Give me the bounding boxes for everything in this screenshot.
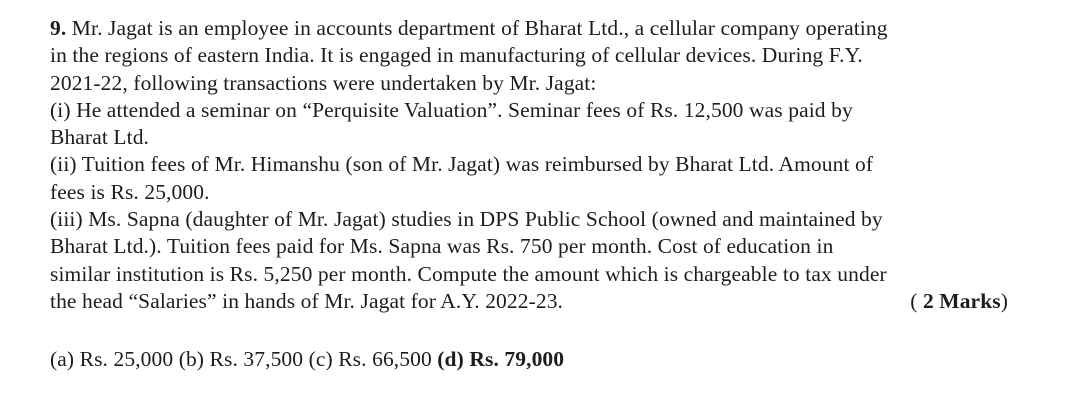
question-number: 9. [50, 16, 67, 40]
exam-question-block [50, 15, 1008, 374]
marks-open-paren: ( [910, 288, 923, 313]
question-line-10: similar institution is Rs. 5,250 per month. Compute the amount which is chargeable to tax under [50, 261, 887, 286]
marks-value: 2 Marks [922, 288, 1001, 313]
question-line-8: (iii) Ms. Sapna (daughter of Mr. Jagat) studies in DPS Public School (owned and maintained by [50, 207, 883, 232]
question-line-7: fees is Rs. 25,000. [50, 179, 210, 204]
marks-badge [910, 288, 1008, 315]
question-line-11 [50, 288, 1008, 315]
answer-options [50, 346, 1008, 373]
question-line-1 [50, 15, 1008, 42]
question-line-11-text: the head “Salaries” in hands of Mr. Jagat for A.Y. 2022-23. [50, 288, 564, 313]
answer-option-correct: (d) Rs. 79,000 [437, 347, 565, 372]
marks-close-paren: ) [1000, 288, 1008, 313]
question-line-6: (ii) Tuition fees of Mr. Himanshu (son of Mr. Jagat) was reimbursed by Bharat Ltd. Amount of [50, 152, 874, 177]
answer-options-abc: (a) Rs. 25,000 (b) Rs. 37,500 (c) Rs. 66,500 [50, 347, 438, 372]
question-line-9: Bharat Ltd.). Tuition fees paid for Ms. Sapna was Rs. 750 per month. Cost of education in [50, 234, 834, 259]
question-line-3: 2021-22, following transactions were undertaken by Mr. Jagat: [50, 70, 597, 95]
question-line-5: Bharat Ltd. [50, 125, 150, 150]
question-line-2: in the regions of eastern India. It is engaged in manufacturing of cellular devices. During F.Y. [50, 43, 863, 68]
question-line-1-text: Mr. Jagat is an employee in accounts department of Bharat Ltd., a cellular company operating [66, 16, 888, 40]
question-line-4: (i) He attended a seminar on “Perquisite Valuation”. Seminar fees of Rs. 12,500 was paid by [50, 97, 853, 122]
